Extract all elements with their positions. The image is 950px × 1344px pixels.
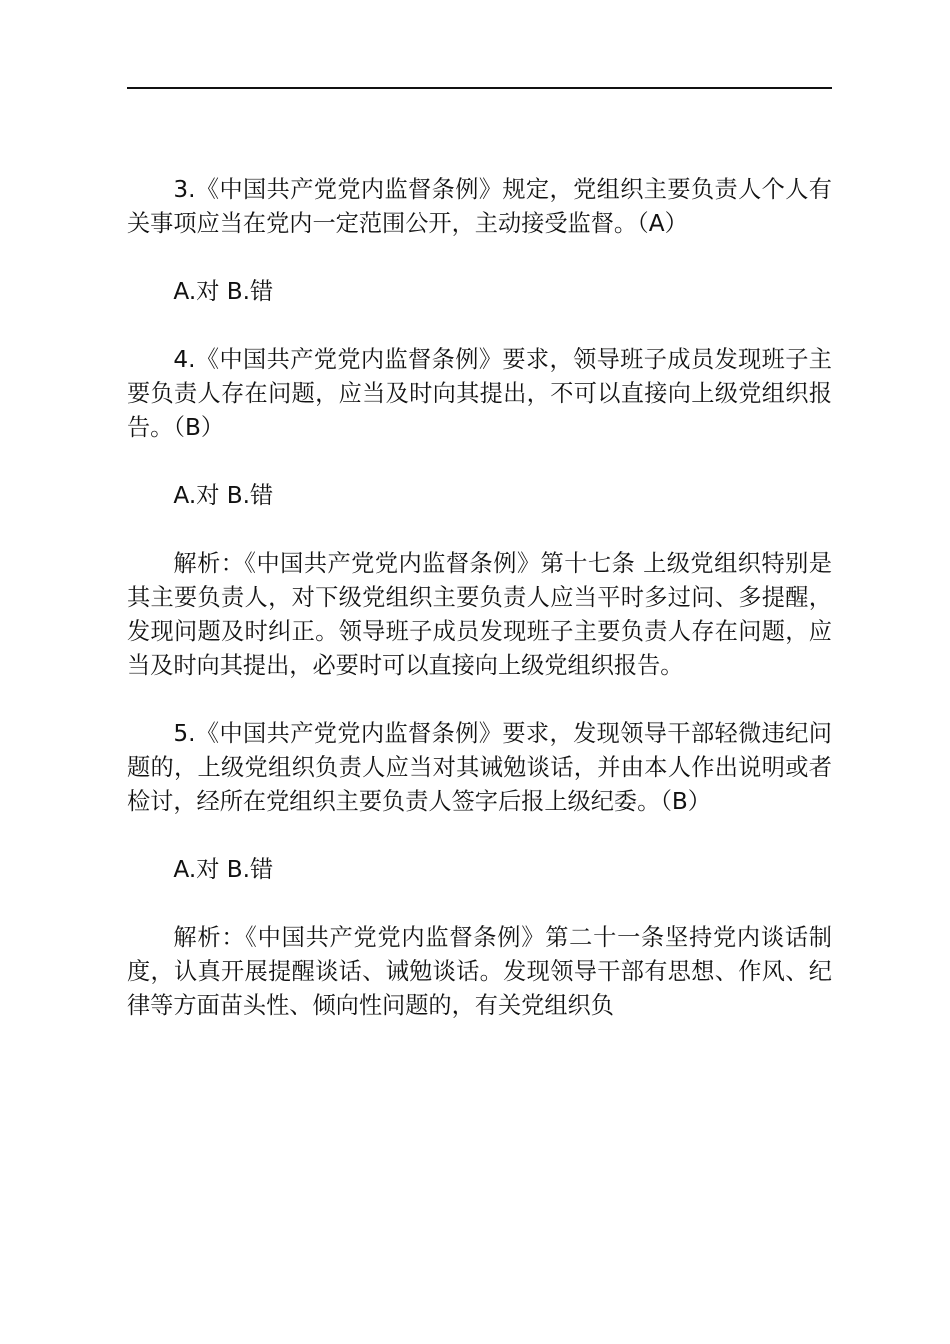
question-4: 4.《中国共产党党内监督条例》要求，领导班子成员发现班子主要负责人存在问题，应当及时向其提出，不可以直接向上级党组织报告。（B） xyxy=(127,346,832,441)
question-3: 3.《中国共产党党内监督条例》规定，党组织主要负责人个人有关事项应当在党内一定范围公开，主动接受监督。（A） xyxy=(127,176,832,237)
question-5-options: A.对 B.错 xyxy=(173,856,274,883)
question-3-options: A.对 B.错 xyxy=(173,278,274,305)
document-body xyxy=(127,173,832,1057)
question-4-analysis: 解析：《中国共产党党内监督条例》第十七条 上级党组织特别是其主要负责人，对下级党组织主要负责人应当平时多过问、多提醒，发现问题及时纠正。领导班子成员发现班子主要负责人存在问题，应当及时向其提出，必要时可以直接向上级党组织报告。 xyxy=(127,550,832,679)
question-5: 5.《中国共产党党内监督条例》要求，发现领导干部轻微违纪问题的，上级党组织负责人应当对其诫勉谈话，并由本人作出说明或者检讨，经所在党组织主要负责人签字后报上级纪委。（B） xyxy=(127,720,832,815)
header-rule xyxy=(127,87,832,89)
question-5-analysis: 解析：《中国共产党党内监督条例》第二十一条坚持党内谈话制度，认真开展提醒谈话、诫勉谈话。发现领导干部有思想、作风、纪律等方面苗头性、倾向性问题的，有关党组织负 xyxy=(127,924,832,1019)
question-4-options: A.对 B.错 xyxy=(173,482,274,509)
